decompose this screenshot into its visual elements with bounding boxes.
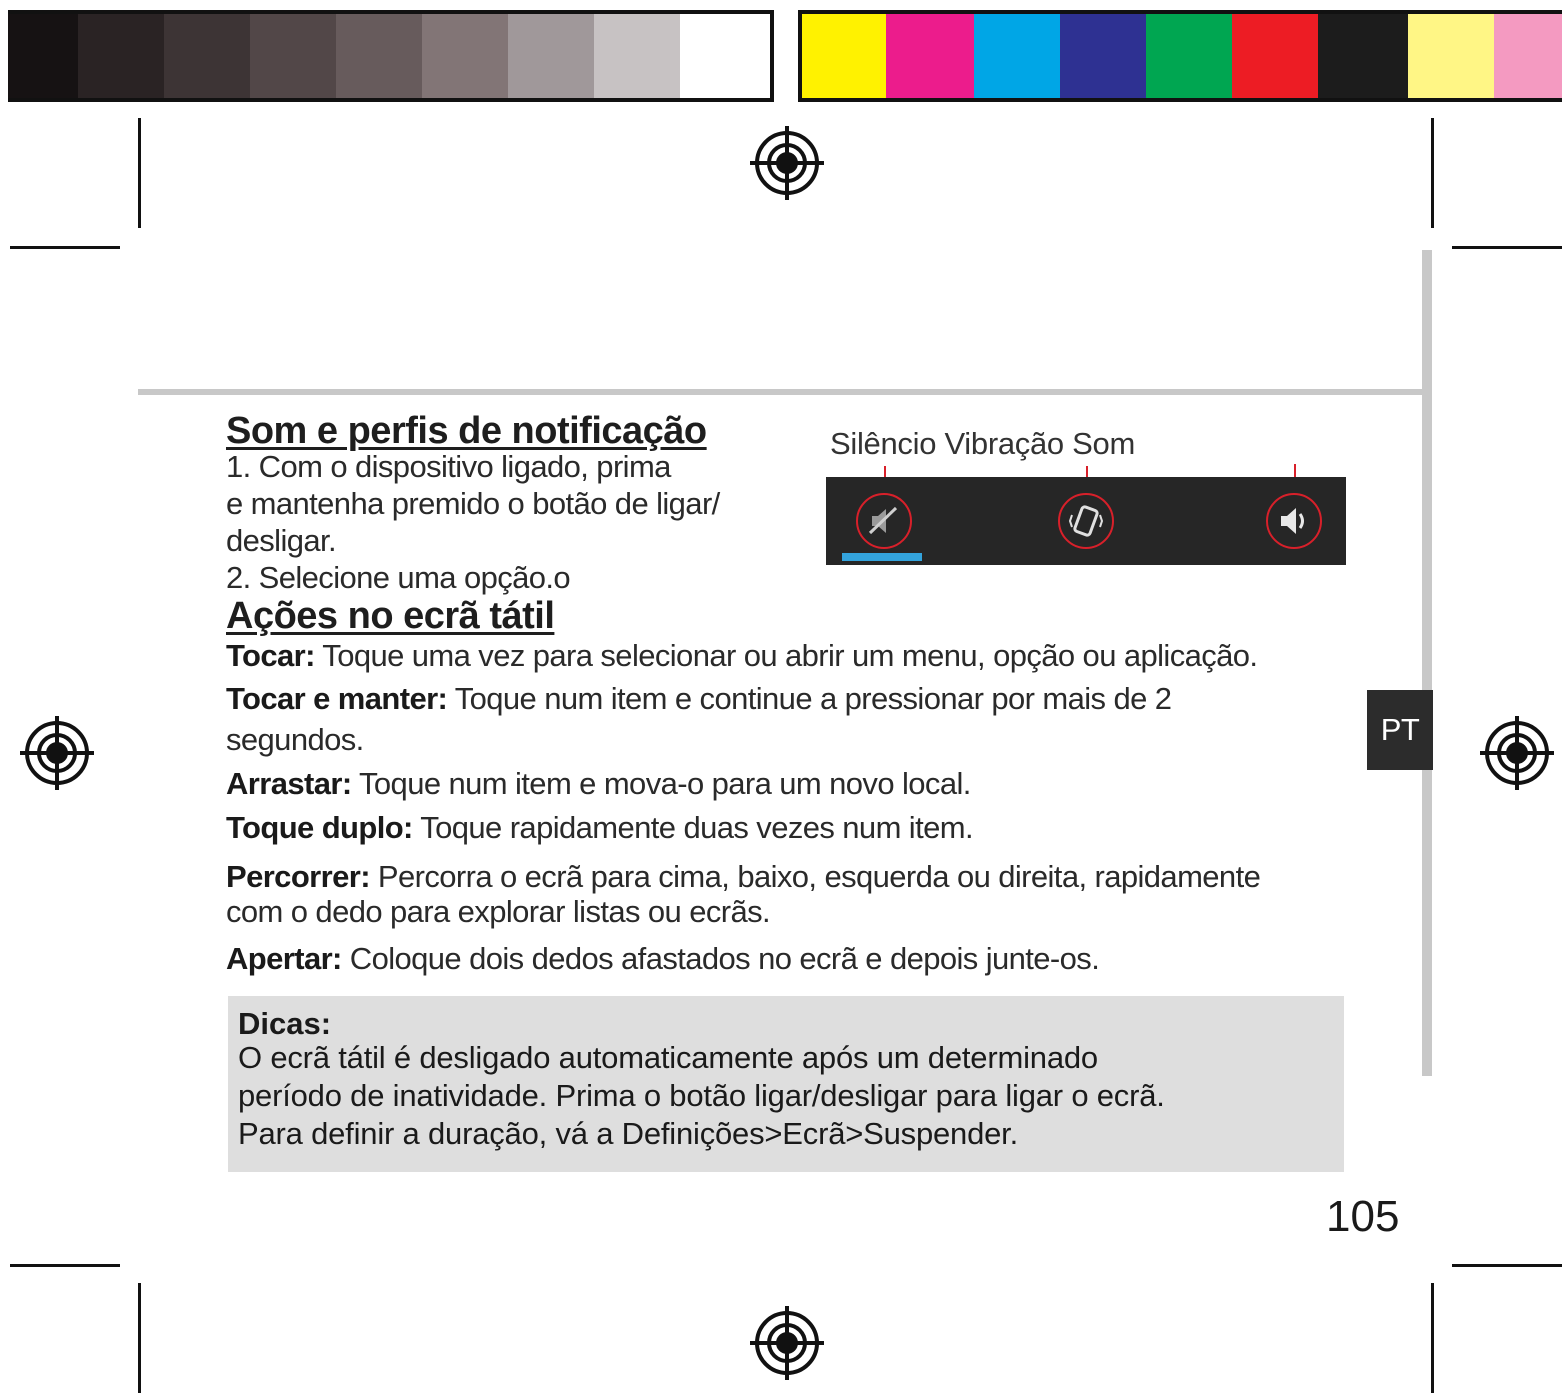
instruction-line: desligar.	[226, 523, 337, 558]
speaker-icon	[1276, 503, 1312, 539]
gray-swatch	[508, 14, 594, 98]
gray-swatch	[422, 14, 508, 98]
crop-mark	[1452, 1264, 1562, 1267]
page-number: 105	[1326, 1192, 1400, 1241]
gray-swatch	[78, 14, 164, 98]
color-swatch	[1494, 14, 1562, 98]
color-swatch	[1146, 14, 1232, 98]
gray-swatch	[336, 14, 422, 98]
gesture-term: Tocar:	[226, 638, 315, 673]
color-swatch	[1232, 14, 1318, 98]
instruction-line: 1. Com o dispositivo ligado, prima	[226, 449, 671, 484]
gesture-term: Arrastar:	[226, 766, 352, 801]
crop-mark	[10, 1264, 120, 1267]
gesture-description: Toque num item e continue a pressionar por mais de 2	[447, 681, 1172, 716]
instruction-line: 2. Selecione uma opção.o	[226, 560, 571, 595]
registration-mark-icon	[1478, 714, 1556, 792]
tips-box	[228, 996, 1344, 1172]
crop-mark	[138, 1283, 141, 1393]
color-swatch	[1408, 14, 1494, 98]
gray-swatch	[8, 14, 78, 98]
gesture-double-tap	[226, 809, 973, 846]
crop-mark	[1431, 118, 1434, 228]
gesture-description-continued: com o dedo para explorar listas ou ecrãs.	[226, 894, 771, 929]
tips-line: período de inatividade. Prima o botão ligar/desligar para ligar o ecrã.	[238, 1078, 1165, 1113]
gesture-description: Toque uma vez para selecionar ou abrir um menu, opção ou aplicação.	[314, 638, 1258, 673]
section-heading-touch-actions: Ações no ecrã tátil	[226, 595, 555, 637]
color-swatch	[886, 14, 974, 98]
gesture-term: Tocar e manter:	[226, 681, 448, 716]
page-side-rule	[1422, 250, 1432, 1076]
gesture-tap	[226, 637, 1257, 674]
gesture-description-continued: segundos.	[226, 722, 364, 757]
mute-icon	[866, 503, 902, 539]
selected-profile-indicator	[842, 553, 922, 561]
color-calibration-bar	[798, 10, 1562, 102]
gesture-description: Toque num item e mova-o para um novo local.	[351, 766, 971, 801]
page-header-rule	[138, 389, 1426, 395]
gesture-term: Apertar:	[226, 941, 342, 976]
sound-profile-bar	[826, 477, 1346, 565]
vibrate-icon	[1068, 503, 1104, 539]
color-swatch	[1060, 14, 1146, 98]
color-swatch	[1318, 14, 1408, 98]
tips-title: Dicas:	[238, 1006, 332, 1041]
sound-button[interactable]	[1266, 493, 1322, 549]
gray-swatch	[250, 14, 336, 98]
silent-button[interactable]	[856, 493, 912, 549]
gesture-tap-and-hold	[226, 680, 1171, 717]
crop-mark	[1431, 1283, 1434, 1393]
vibrate-button[interactable]	[1058, 493, 1114, 549]
gray-swatch	[594, 14, 680, 98]
gesture-description: Percorra o ecrã para cima, baixo, esquerda ou direita, rapidamente	[369, 859, 1261, 894]
color-swatch	[802, 14, 886, 98]
gray-swatch	[164, 14, 250, 98]
tips-line: O ecrã tátil é desligado automaticamente após um determinado	[238, 1040, 1098, 1075]
gesture-pinch	[226, 940, 1099, 977]
registration-mark-icon	[748, 124, 826, 202]
crop-mark	[138, 118, 141, 228]
registration-mark-icon	[748, 1304, 826, 1382]
color-swatch	[974, 14, 1060, 98]
gesture-description: Toque rapidamente duas vezes num item.	[412, 810, 973, 845]
gesture-term: Toque duplo:	[226, 810, 413, 845]
profile-labels: Silêncio Vibração Som	[830, 426, 1136, 461]
section-heading-sound-profiles: Som e perfis de notificação	[226, 410, 707, 452]
language-tab: PT	[1367, 690, 1433, 770]
gray-swatch	[680, 14, 764, 98]
grayscale-calibration-bar	[8, 10, 774, 102]
gesture-term: Percorrer:	[226, 859, 370, 894]
tips-line: Para definir a duração, vá a Definições>Ecrã>Suspender.	[238, 1116, 1018, 1151]
crop-mark	[10, 246, 120, 249]
instruction-line: e mantenha premido o botão de ligar/	[226, 486, 720, 521]
crop-mark	[1452, 246, 1562, 249]
gesture-drag	[226, 765, 971, 802]
registration-mark-icon	[18, 714, 96, 792]
gesture-description: Coloque dois dedos afastados no ecrã e depois junte-os.	[341, 941, 1100, 976]
gesture-swipe	[226, 858, 1260, 895]
